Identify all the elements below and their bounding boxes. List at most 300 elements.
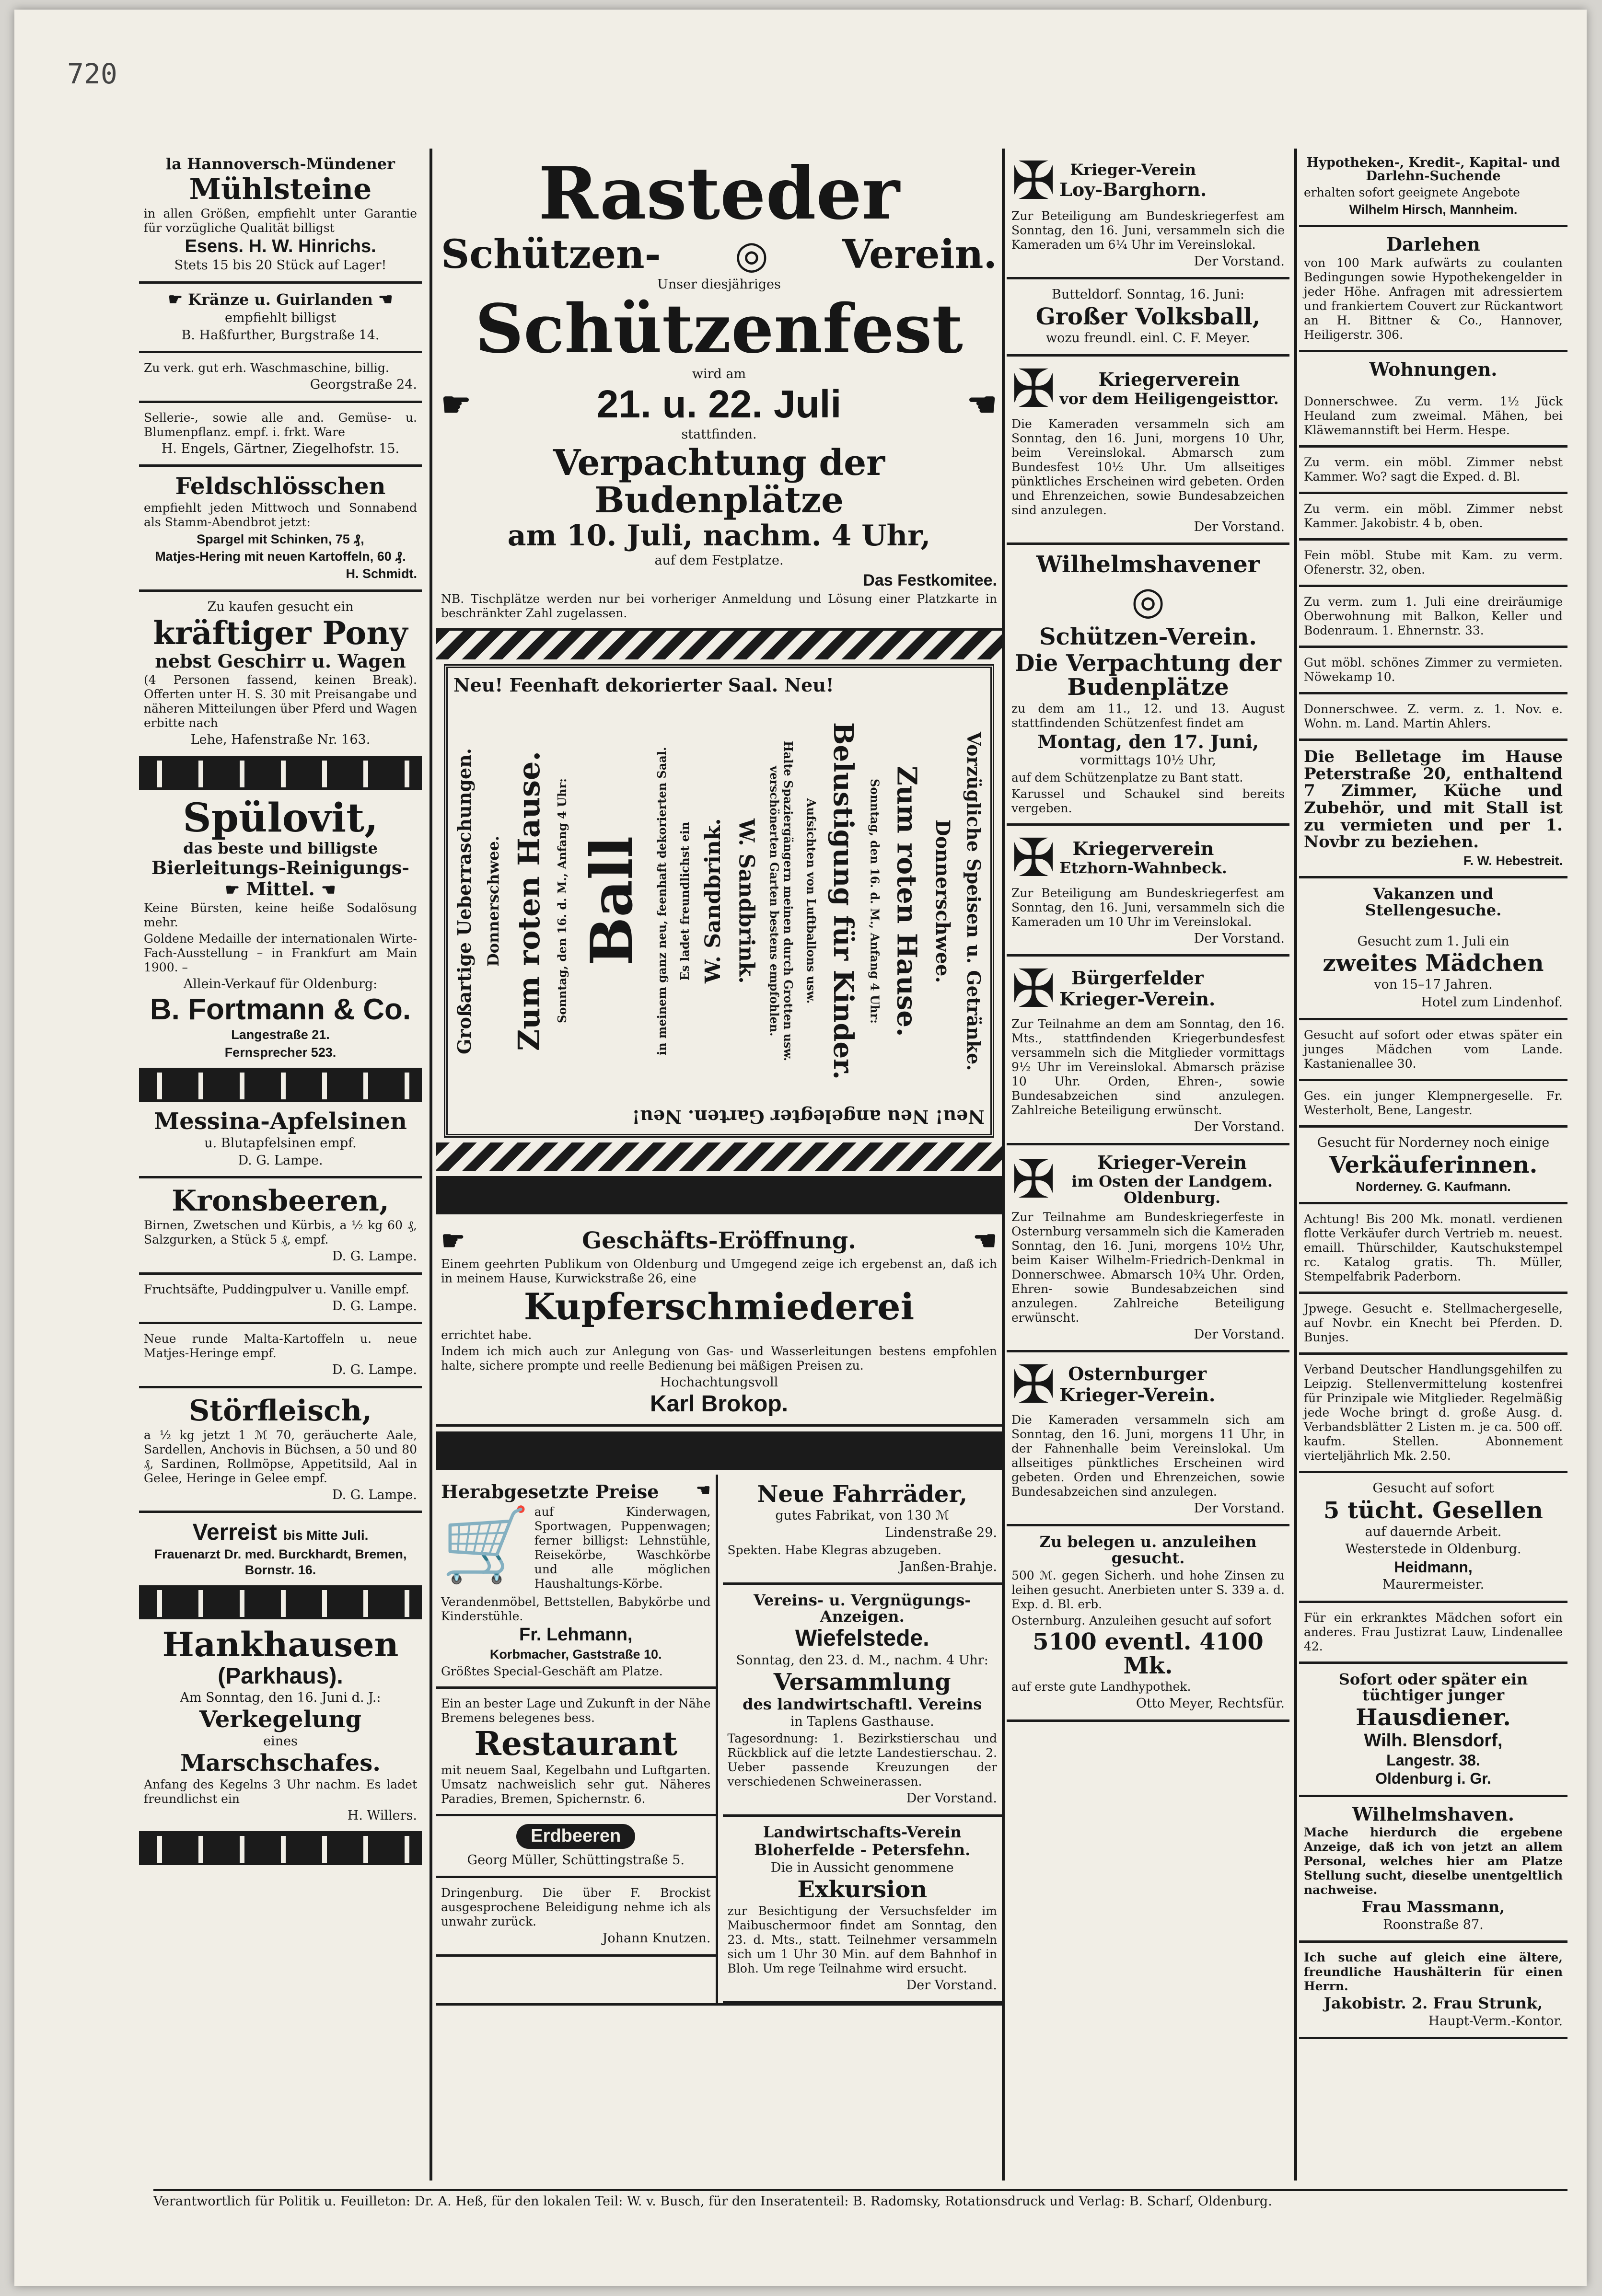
ad-body: Osternburg. Anzuleihen gesucht auf sofort (1011, 1613, 1271, 1627)
black-bar (436, 1176, 1002, 1214)
section-heading: Wohnungen. (1369, 358, 1498, 380)
ad-amount: 5100 eventl. 4100 Mk. (1033, 1628, 1264, 1680)
ad-title: 5 tücht. Gesellen (1323, 1497, 1543, 1524)
ad-title: Wilhelmshaven. (1352, 1803, 1515, 1825)
ad-stelle-9 (1299, 1603, 1567, 1664)
ad-lead: Butteldorf. Sonntag, 16. Juni: (1052, 287, 1244, 302)
box-text: in meinem ganz neu, feenhaft dekorierten Saal. (654, 747, 669, 1055)
ad-muehlsteine (139, 149, 422, 284)
ad-sign: Heidmann, (1394, 1558, 1473, 1576)
ad-subtitle: bis Mitte Juli. (283, 1527, 369, 1543)
ad-address: Korbmacher, Gaststraße 10. (489, 1647, 662, 1662)
ad-title: Messina-Apfelsinen (154, 1108, 407, 1135)
ad-sign: Der Vorstand. (1194, 931, 1285, 946)
ad-sign: Wilhelm Hirsch, Mannheim. (1349, 202, 1518, 217)
ad-zum-roten-hause (444, 664, 994, 1138)
pointing-hand-icon: ☛ (441, 385, 471, 423)
ad-item: Matjes-Hering mit neuen Kartoffeln, 60 ₰. (155, 549, 406, 564)
ad-heading: Verkegelung (199, 1706, 362, 1733)
ad-sign: D. G. Lampe. (238, 1153, 323, 1168)
ad-body: empfiehlt billigst (224, 310, 337, 325)
ad-sign: F. W. Hebestreit. (1463, 853, 1563, 868)
ad-body: Die Belletage im Hause Peterstraße 20, enthaltend 7 Zimmer, Küche und Zubehör, und mit Stall ist zu vermieten und per 1. Novbr zu beziehen. (1304, 747, 1563, 852)
ad-body: Gut möbl. schönes Zimmer zu vermieten. Nöwekamp 10. (1304, 655, 1563, 684)
ad-body: Die Kameraden versammeln sich am Sonntag, den 16. Juni, morgens 10 Uhr, beim Vereinslokal. Abmarsch zum Bundesfest 10½ Uhr. Um allseitiges pünktliches Erscheinen wird gebeten. Orden und Ehrenzeichen, sowie Bundesabzeichen sind anzulegen. (1011, 416, 1285, 517)
ad-title: kräftiger Pony (153, 614, 408, 652)
ad-title: zweites Mädchen (1323, 949, 1544, 977)
ad-text: wird am (692, 366, 746, 381)
ad-title: Darlehen (1386, 233, 1480, 255)
ad-heading: Verpachtung der Budenplätze (553, 442, 885, 521)
ad-loy-barghorn (1007, 149, 1289, 279)
ad-body: von 100 Mark aufwärts zu coulanten Bedingungen sowie Hypothekengelder in jeder Höhe. Anfragen mit adressiertem und frankiertem Couvert zur Rückantwort an H. Bittner & Co., Hannover, Heiligerstr. 306. (1304, 255, 1563, 342)
iron-cross-icon: ✠ (1011, 1149, 1056, 1211)
pointing-hand-icon: ☛ (225, 880, 240, 900)
ad-body: Mache hierdurch die ergebene Anzeige, daß ich von jetzt an allem Personal, welches hier am Platze Stellung sucht, dieselbe unentgeltlich nachweise. (1304, 1825, 1563, 1897)
newspaper-page (14, 10, 1587, 2286)
ad-spuelovit (139, 790, 422, 1071)
ad-heading: Schützenfest (475, 289, 963, 369)
section-heading: Vereins- u. Vergnügungs-Anzeigen. (754, 1591, 971, 1626)
box-heading: Zum roten Hause. (891, 765, 923, 1037)
ad-body: Einem geehrten Publikum von Oldenburg und Umgegend zeige ich ergebenst an, daß ich in meinem Hause, Kurwickstraße 26, eine (441, 1257, 997, 1285)
column-3 (1007, 149, 1289, 2185)
target-emblem-icon: ◎ (734, 231, 768, 277)
ad-sign: B. Haßfurther, Burgstraße 14. (181, 327, 380, 343)
ad-firm: Wilh. Blensdorf, (1364, 1731, 1503, 1751)
ad-buergerfelder (1007, 957, 1289, 1145)
pointing-hand-icon: ☚ (321, 880, 336, 900)
ad-sign: Der Vorstand. (1194, 1327, 1285, 1342)
box-bottom-line: Neu! Neu angelegter Garten. Neu! (632, 1106, 985, 1128)
ad-kartoffeln (139, 1324, 422, 1388)
iron-cross-icon: ✠ (1011, 358, 1056, 419)
ad-title: Krieger-Verein (1097, 1151, 1247, 1173)
ad-body: Zu verm. ein möbl. Zimmer nebst Kammer. Jakobistr. 4 b, oben. (1304, 501, 1563, 530)
ad-sign: Der Vorstand. (906, 1791, 997, 1806)
ad-belletage (1299, 741, 1567, 879)
box-text: Sonntag, den 16. d. M., Anfang 4 Uhr: (868, 778, 882, 1024)
ad-body: (4 Personen fassend, keinen Break). Offerten unter H. S. 30 mit Preisangabe und näheren Mitteilungen über Pferd und Wagen erbitte nach (144, 673, 417, 730)
ornament-band (139, 758, 422, 790)
ad-firm: Esens. H. W. Hinrichs. (185, 236, 376, 256)
ad-volksball (1007, 279, 1289, 356)
ad-title: Kronsbeeren, (172, 1184, 389, 1218)
ad-sign: Der Vorstand. (1194, 519, 1285, 534)
ad-heading: Marschschafes. (180, 1750, 381, 1777)
pointing-hand-icon: ☚ (378, 289, 393, 309)
ad-wilhelmshavener-schuetzen (1007, 545, 1289, 826)
ad-body: Für ein erkranktes Mädchen sofort ein anderes. Frau Justizrat Lauw, Lindenallee 42. (1304, 1610, 1563, 1653)
ad-hankhausen (139, 1619, 422, 1834)
ad-body: erhalten sofort geeignete Angebote (1304, 185, 1520, 199)
ad-title: Verkäuferinnen. (1329, 1151, 1538, 1178)
ad-body: Gesucht auf sofort oder etwas später ein junges Mädchen vom Lande. Kastanienallee 30. (1304, 1028, 1563, 1071)
ad-city: Oldenburg i. Gr. (1375, 1769, 1491, 1787)
column-rule (1294, 149, 1297, 2181)
ad-body: Zur Teilnahme an dem am Sonntag, den 16. Mts., stattfindenden Kriegerbundesfest versammeln sich die Mitglieder vormittags 9½ Uhr im Vereinslokal. Abmarsch präzise 10 Uhr. Orden, Ehren-, sowie Bundesabzeichen sind anzulegen. Zahlreiche Beteiligung erwünscht. (1011, 1017, 1285, 1118)
ad-title: Krieger-Verein (1070, 161, 1196, 179)
box-text: Es ladet freundlichst ein (677, 821, 692, 981)
ad-body: auf dauernde Arbeit. (1365, 1524, 1502, 1540)
ad-title: Störfleisch, (188, 1394, 372, 1428)
ad-fahrraeder (723, 1475, 1002, 1585)
pointing-hand-icon: ☚ (973, 1225, 997, 1257)
ad-haushaelterin (1299, 1943, 1567, 2039)
ad-apfelsinen (139, 1102, 422, 1178)
ad-body: Anfang des Kegelns 3 Uhr nachm. Es ladet freundlichst ein (144, 1777, 417, 1806)
ad-wohnung-6 (1299, 648, 1567, 694)
ad-wiefelstede (723, 1585, 1002, 1817)
ad-body: Frauenarzt Dr. med. Burckhardt, Bremen, Bornstr. 16. (154, 1547, 407, 1577)
ad-title: Zu belegen u. anzuleihen gesucht. (1039, 1533, 1257, 1568)
ad-body: Zu verm. ein möbl. Zimmer nebst Kammer. Wo? sagt die Exped. d. Bl. (1304, 455, 1563, 484)
ad-body: wozu freundl. einl. C. F. Meyer. (1045, 331, 1251, 346)
ad-title: Feldschlösschen (175, 473, 386, 500)
ad-heading: am 10. Juli, nachm. 4 Uhr, (507, 519, 931, 553)
ad-body: Keine Bürsten, keine heiße Sodalösung mehr. (144, 900, 417, 929)
ad-massmann (1299, 1797, 1567, 1943)
ad-osternburger (1007, 1352, 1289, 1526)
ad-body: Goldene Medaille der internationalen Wirte-Fach-Ausstellung – in Frankfurt am Main 1900. – (144, 931, 417, 974)
ad-title: Spülovit, (183, 795, 378, 841)
column-rule (1002, 149, 1005, 2181)
ad-anleihe (1007, 1526, 1289, 1721)
ornament-band (139, 1070, 422, 1102)
ad-title: Neue Fahrräder, (757, 1480, 967, 1508)
column-rule (430, 149, 432, 2181)
imprint-footer: Verantwortlich für Politik u. Feuilleton: Dr. A. Heß, für den lokalen Teil: W. v. Busch, für den Inseratenteil: B. Radomsky, Rotationsdruck und Verlag: B. Scharf, Oldenburg. (153, 2189, 1567, 2209)
ad-body: Donnerschwee. Zu verm. 1½ Jück Heuland zum zweimal. Mähen, bei Kläwemannstift bei Herm. Hespe. (1304, 394, 1563, 437)
ad-line: la Hannoversch-Mündener (166, 155, 395, 173)
ad-title: Osternburger (1068, 1363, 1207, 1385)
ad-subtitle: Bierleitungs-Reinigungs- (151, 857, 410, 879)
box-text: Halte Spaziergängern meinen durch Grotten usw. verschönerten Garten bestens empfohlen. (767, 741, 796, 1061)
box-text: Sonntag, den 16. d. M., Anfang 4 Uhr: (555, 778, 569, 1024)
box-side-text: Großartige Ueberraschungen. (453, 748, 475, 1054)
ad-body: Sellerie-, sowie alle and. Gemüse- u. Blumenpflanz. empf. i. frkt. Ware (144, 410, 417, 439)
ad-address: Westerstede in Oldenburg. (1345, 1542, 1521, 1557)
ad-title: Mühlsteine (189, 172, 372, 206)
black-bar (436, 1431, 1002, 1470)
ad-body: Zu verk. gut erh. Waschmaschine, billig. (144, 361, 389, 375)
ad-subtitle: vor dem Heiligengeisttor. (1059, 389, 1279, 408)
ad-title-part: Verein. (842, 231, 997, 277)
ad-body: Gesucht für Norderney noch einige (1317, 1135, 1550, 1151)
ad-subtitle: Bloherfelde - Petersfehn. (754, 1841, 971, 1859)
ad-body: Zu verm. zum 1. Juli eine dreiräumige Oberwohnung mit Balkon, Keller und Bodenraum. 1. Ehnernstr. 33. (1304, 594, 1563, 637)
ad-body: Donnerschwee. Z. verm. z. 1. Nov. e. Wohn. m. Land. Martin Ahlers. (1304, 702, 1563, 730)
ad-subtitle: Mittel. (246, 878, 315, 900)
iron-cross-icon: ✠ (1011, 1354, 1056, 1416)
ad-subtitle: das beste und billigste (183, 839, 378, 857)
ad-title: Geschäfts-Eröffnung. (582, 1227, 856, 1255)
ad-zweites-maedchen (1299, 926, 1567, 1021)
ad-sign: D. G. Lampe. (332, 1249, 417, 1264)
box-text: Aufsichten von Luftballons usw. (804, 798, 818, 1004)
ad-hausdiener (1299, 1664, 1567, 1797)
box-top-line: Neu! Feenhaft dekorierter Saal. Neu! (453, 674, 834, 696)
ad-body: errichtet habe. (441, 1327, 532, 1342)
ad-date: Am Sonntag, den 16. Juni d. J.: (180, 1690, 381, 1705)
ad-title: Kränze u. Guirlanden (188, 290, 373, 309)
ad-fruchtsaefte (139, 1275, 422, 1324)
ad-sellerie (139, 403, 422, 467)
ad-sign: H. Willers. (347, 1808, 417, 1823)
ad-firm: Fr. Lehmann, (519, 1625, 633, 1645)
ad-body: Allein-Verkauf für Oldenburg: (183, 976, 378, 992)
ad-geschaefts-eroeffnung (436, 1219, 1002, 1426)
iron-cross-icon: ✠ (1011, 958, 1056, 1020)
ad-darlehen (1299, 227, 1567, 352)
iron-cross-icon: ✠ (1011, 150, 1056, 211)
ad-feldschloesschen (139, 467, 422, 592)
ad-body: Jpwege. Gesucht e. Stellmachergeselle, auf Novbr. ein Knecht bei Pferden. D. Bunjes. (1304, 1302, 1563, 1345)
ad-sign: Der Vorstand. (1194, 254, 1285, 269)
ad-text: in Taplens Gasthause. (790, 1714, 934, 1730)
ad-body: Ich suche auf gleich eine ältere, freundliche Haushälterin für einen Herrn. (1304, 1950, 1563, 1994)
ad-body: zu dem am 11., 12. und 13. August stattfindenden Schützenfest findet am (1011, 701, 1285, 730)
ad-body: Zur Beteiligung am Bundeskriegerfest am Sonntag, den 16. Juni, versammeln sich die Kameraden um 10 Uhr im Vereinslokal. (1011, 886, 1285, 929)
ad-sign: Otto Meyer, Rechtsfür. (1136, 1696, 1285, 1711)
ad-sign: D. G. Lampe. (332, 1487, 417, 1502)
ornament-zigzag (436, 631, 1002, 659)
ad-body: auf erste gute Landhypothek. (1011, 1680, 1191, 1694)
ad-heading: Versammlung (773, 1669, 951, 1696)
ad-verkaeuferinnen (1299, 1128, 1567, 1204)
ad-body: auf dem Schützenplatze zu Bant statt. (1011, 770, 1243, 785)
ad-sign: Der Vorstand. (906, 1977, 997, 1993)
ad-role: Maurermeister. (1382, 1577, 1485, 1592)
target-emblem-icon: ◎ (1131, 578, 1165, 623)
iron-cross-icon: ✠ (1011, 827, 1056, 888)
box-text: Donnerschwee. (931, 819, 954, 983)
ad-date: Sonntag, den 23. d. M., nachm. 4 Uhr: (736, 1652, 988, 1668)
box-text: Donnerschwee. (484, 835, 502, 967)
ad-sign: D. G. Lampe. (332, 1298, 417, 1314)
ad-body: Gesucht auf sofort (1372, 1481, 1494, 1496)
ad-body: Dringenburg. Die über F. Brockist ausgesprochene Beleidigung nehme ich als unwahr zurück. (441, 1886, 711, 1929)
ad-sign: Norderney. G. Kaufmann. (1356, 1179, 1511, 1194)
ad-title: Bürgerfelder (1071, 967, 1204, 989)
ornament-band (139, 1834, 422, 1865)
ornament-band (139, 1588, 422, 1619)
ad-wohnung-2 (1299, 448, 1567, 494)
ad-body: Die in Aussicht genommene (770, 1860, 954, 1876)
ad-title: Restaurant (474, 1724, 678, 1763)
ad-subtitle: nebst Geschirr u. Wagen (155, 650, 406, 672)
ad-body: Ein an bester Lage und Zukunft in der Nähe Bremens belegenes bess. (441, 1696, 711, 1725)
ad-sign: Der Vorstand. (1194, 1501, 1285, 1516)
column-4 (1299, 149, 1567, 2185)
ad-subtitle: Krieger-Verein. (1059, 988, 1216, 1010)
ad-body: Die Kameraden versammeln sich am Sonntag, den 16. Juni, morgens 11 Uhr, in der Fahnenhalle beim Vereinslokal. Um allseitiges pünktliches Erscheinen wird gebeten. Orden und Ehrenzeichen, sowie Bundesabzeichen sind anzulegen. (1011, 1413, 1285, 1499)
ad-sign: Hotel zum Lindenhof. (1421, 994, 1563, 1010)
ad-dringenburg (436, 1878, 716, 1956)
ad-title: Herabgesetzte Preise (441, 1480, 659, 1502)
ad-firm: B. Fortmann & Co. (150, 993, 411, 1027)
pointing-hand-icon: ☚ (967, 385, 997, 423)
ad-sign: Das Festkomitee. (863, 571, 997, 589)
ad-kronsbeeren (139, 1178, 422, 1274)
ad-title: Wiefelstede. (795, 1626, 929, 1651)
pointing-hand-icon: ☛ (168, 289, 183, 309)
ad-sign: D. G. Lampe. (332, 1362, 417, 1378)
ad-stelle-6 (1299, 1294, 1567, 1355)
ad-etzhorn-wahnbeck (1007, 826, 1289, 957)
ad-body: Fein möbl. Stube mit Kam. zu verm. Ofenerstr. 32, oben. (1304, 548, 1563, 577)
ad-title: Verreist (192, 1519, 277, 1545)
ad-gesellen (1299, 1473, 1567, 1603)
ad-body: u. Blutapfelsinen empf. (204, 1135, 357, 1151)
ad-bloherfelde (723, 1817, 1002, 2003)
ad-body: gutes Fabrikat, von 130 ℳ (775, 1508, 950, 1523)
ad-body: Karussel und Schaukel sind bereits vergeben. (1011, 786, 1285, 815)
ad-hypotheken (1299, 149, 1567, 227)
ornament-zigzag (436, 1142, 1002, 1171)
ad-subtitle: Loy-Barghorn. (1059, 178, 1207, 200)
ad-body: Neue runde Malta-Kartoffeln u. neue Matjes-Heringe empf. (144, 1332, 417, 1361)
ad-title: Hypotheken-, Kredit-, Kapital- und Darlehn-Suchende (1306, 155, 1560, 184)
ad-body: Tagesordnung: 1. Bezirkstierschau und Rückblick auf die letzte Landestierschau. 2. Ueber passende Kreuzungen der verschiedenen Schweinerassen. (727, 1731, 997, 1789)
ad-heading: des landwirtschaftl. Vereins (743, 1695, 982, 1713)
ad-lehmann (436, 1475, 716, 1689)
ad-text: stattfinden. (681, 427, 757, 442)
box-side-text: Vorzügliche Speisen u. Getränke. (963, 731, 985, 1071)
ad-erdbeeren (436, 1816, 716, 1878)
ad-sign: Georg Müller, Schüttingstraße 5. (467, 1853, 685, 1868)
ad-body: Verband Deutscher Handlungsgehilfen zu Leipzig. Stellenvermittelung kostenfrei für Prinzipale wie Mitglieder. Regelmäßig jede Woche bringt d. große Ausg. d. Verbandsblätter 2 Listen m. je ca. 500 off. kaufm. Stellen. Abonnement vierteljährlich Mk. 2.50. (1304, 1362, 1563, 1463)
ad-body: Zur Beteiligung am Bundeskriegerfest am Sonntag, den 16. Juni, versammeln sich die Kameraden um 6¼ Uhr im Vereinslokal. (1011, 209, 1285, 252)
ad-date: Montag, den 17. Juni, (1037, 730, 1259, 752)
pointing-hand-icon: ☚ (696, 1480, 711, 1500)
ad-body: Fruchtsäfte, Puddingpulver u. Vanille empf. (144, 1282, 409, 1296)
section-vakanzen (1299, 878, 1567, 926)
ad-heading: Die Verpachtung der Budenplätze (1014, 649, 1282, 701)
pointing-hand-icon: ☛ (441, 1225, 465, 1257)
ad-restaurant (436, 1689, 716, 1816)
column-2 (436, 149, 1002, 2185)
box-sign: W. Sandbrink. (734, 818, 759, 984)
ad-address: Roonstraße 87. (1383, 1917, 1484, 1932)
ad-title: Kriegerverein (1098, 368, 1240, 390)
ad-verreist (139, 1513, 422, 1588)
ad-title: Schützen-Verein. (1039, 623, 1257, 651)
page-number: 720 (67, 58, 117, 90)
ad-date: 21. u. 22. Juli (596, 382, 842, 427)
ad-note: Stets 15 bis 20 Stück auf Lager! (174, 258, 387, 273)
ad-address: Langestraße 21. (231, 1027, 330, 1042)
ad-sign: Karl Brokop. (650, 1391, 789, 1417)
ad-stelle-5 (1299, 1204, 1567, 1294)
column-1 (139, 149, 422, 2185)
ad-title: Rasteder (538, 151, 900, 236)
ad-body: 500 ℳ. gegen Sicherh. und hohe Zinsen zu leihen gesucht. Anerbieten unter S. 339 a. d. Exp. d. Bl. erb. (1011, 1568, 1285, 1611)
ad-time: vormittags 10½ Uhr, (1080, 753, 1216, 768)
ad-sign: Der Vorstand. (1194, 1119, 1285, 1135)
ad-waschmaschine (139, 353, 422, 403)
ad-body: Gesucht zum 1. Juli ein (1357, 934, 1509, 949)
ad-lead: Zu kaufen gesucht ein (207, 599, 354, 614)
ad-body: in allen Größen, empfiehlt unter Garantie für vorzügliche Qualität billigst (144, 206, 417, 235)
box-heading: Ball (578, 836, 646, 966)
ad-rasteder-schuetzenfest (436, 149, 1002, 631)
ad-sign: Georgstraße 24. (310, 377, 417, 392)
ad-pony (139, 592, 422, 758)
ad-body: zur Besichtigung der Versuchsfelder im Maibuschermoor findet am Sonntag, den 23. d. Mts., statt. Teilnehmer versammeln sich um 1 Uhr 30 Min. auf dem Bahnhof in Bloh. Um rege Teilnahme wird ersucht. (727, 1904, 997, 1975)
ad-body: Birnen, Zwetschen und Kürbis, a ½ kg 60 ₰, Salzgurken, a Stück 5 ₰, empf. (144, 1218, 417, 1247)
ad-phone: Fernsprecher 523. (224, 1045, 337, 1060)
ad-body: Spekten. Habe Klegras abzugeben. (727, 1543, 941, 1557)
ad-body: auf Kinderwagen, Sportwagen, Puppenwagen; ferner billigst: Lehnstühle, Reisekörbe, Waschkörbe und alle möglichen Haushaltungs-Körbe. (534, 1505, 711, 1591)
box-sign: W. Sandbrink. (700, 818, 725, 984)
ad-heading: Kupferschmiederei (523, 1285, 915, 1328)
ad-sign: Frau Massmann, (1361, 1898, 1505, 1916)
ad-note: Größtes Special-Geschäft am Platze. (441, 1664, 663, 1678)
ad-body: mit neuem Saal, Kegelbahn und Luftgarten. Umsatz nachweislich sehr gut. Näheres Paradies, Bremen, Spichernstr. 6. (441, 1763, 711, 1806)
ad-sign: Lehe, Hafenstraße Nr. 163. (190, 732, 371, 748)
ad-lead: Sofort oder später ein tüchtiger junger (1338, 1670, 1528, 1705)
ad-title: Wilhelmshavener (1036, 551, 1260, 578)
ad-item: Spargel mit Schinken, 75 ₰, (197, 531, 364, 546)
ad-address: Langestr. 38. (1386, 1752, 1480, 1769)
ad-body: empfiehlt jeden Mittwoch und Sonnabend als Stamm-Abendbrot jetzt: (144, 500, 417, 529)
ad-role: Haupt-Verm.-Kontor. (1428, 2013, 1563, 2029)
ad-intro: Unser diesjähriges (657, 277, 781, 292)
ad-subtitle: Etzhorn-Wahnbeck. (1059, 858, 1227, 877)
ad-kraenze (139, 284, 422, 353)
ad-body: Indem ich mich auch zur Anlegung von Gas- und Wasserleitungen bestens empfohlen halte, sichere prompte und reelle Bedienung bei mäßigen Preisen zu. (441, 1344, 997, 1373)
ad-title: Großer Volksball, (1035, 303, 1261, 330)
ad-address: Lindenstraße 29. (885, 1525, 997, 1541)
ad-sign: Jakobistr. 2. Frau Strunk, (1323, 1994, 1543, 2013)
ad-title: Kriegerverein (1072, 838, 1214, 860)
ad-sign: Janßen-Brahje. (899, 1559, 997, 1574)
ad-note: NB. Tischplätze werden nur bei vorheriger Anmeldung und Lösung einer Platzkarte in beschränkter Zahl zugelassen. (441, 592, 997, 621)
ad-title: Erdbeeren (516, 1824, 635, 1849)
ad-subtitle: Krieger-Verein. (1059, 1384, 1216, 1406)
ad-stelle-7 (1299, 1355, 1567, 1473)
ad-wohnung-7 (1299, 694, 1567, 741)
ad-title: Landwirtschafts-Verein (763, 1823, 962, 1841)
ad-text: auf dem Festplatze. (654, 553, 784, 568)
ad-title-part: Schützen- (441, 231, 661, 277)
ad-title: Hankhausen (162, 1625, 399, 1665)
ad-wohnung-5 (1299, 587, 1567, 648)
ad-wohnung-4 (1299, 541, 1567, 587)
pram-illustration-icon: 🛒 (441, 1503, 531, 1587)
section-heading: Vakanzen und Stellengesuche. (1365, 885, 1502, 919)
ad-sign: Johann Knutzen. (602, 1931, 711, 1946)
ad-sign: H. Engels, Gärtner, Ziegelhofstr. 15. (161, 441, 400, 456)
ad-heiligengeisttor (1007, 357, 1289, 545)
ad-body: Achtung! Bis 200 Mk. monatl. verdienen flotte Verkäufer durch Vertrieb m. neuest. emaill. Thürschilder, Kautschukstempel rc. Katalog gratis. Th. Müller, Stempelfabrik Paderborn. (1304, 1212, 1563, 1284)
ad-subtitle: im Osten der Landgem. Oldenburg. (1071, 1172, 1273, 1207)
ad-text: eines (263, 1733, 298, 1749)
ad-osten-landgemeinde (1007, 1145, 1289, 1352)
ad-heading: Exkursion (797, 1876, 928, 1904)
section-wohnungen (1299, 352, 1567, 387)
ad-body: a ½ kg jetzt 1 ℳ 70, geräucherte Aale, Sardellen, Anchovis in Büchsen, a 50 und 80 ₰, Sardinen, Rollmöpse, Appetitsild, Aal in Gelee, Heringe in Gelee empf. (144, 1428, 417, 1485)
ad-body: von 15–17 Jahren. (1374, 977, 1493, 992)
ad-body: Zur Teilnahme am Bundeskriegerfeste in Osternburg versammeln sich die Kameraden Sonntag, den 16. Juni, morgens 10½ Uhr, beim Kaiser Wilhelm-Friedrich-Denkmal in Donnerschwee. Abmarsch 10¾ Uhr. Orden, Ehren- sowie Bundesabzeichen sind anzulegen. Zahlreiche Beteiligung erwünscht. (1011, 1210, 1285, 1325)
box-heading: Belustigung für Kinder. (827, 722, 859, 1080)
box-heading: Zum roten Hause. (511, 751, 546, 1051)
ad-stelle-2 (1299, 1020, 1567, 1081)
ad-subtitle: (Parkhaus). (218, 1663, 343, 1689)
ad-greeting: Hochachtungsvoll (660, 1374, 778, 1390)
ad-wohnung-3 (1299, 494, 1567, 541)
